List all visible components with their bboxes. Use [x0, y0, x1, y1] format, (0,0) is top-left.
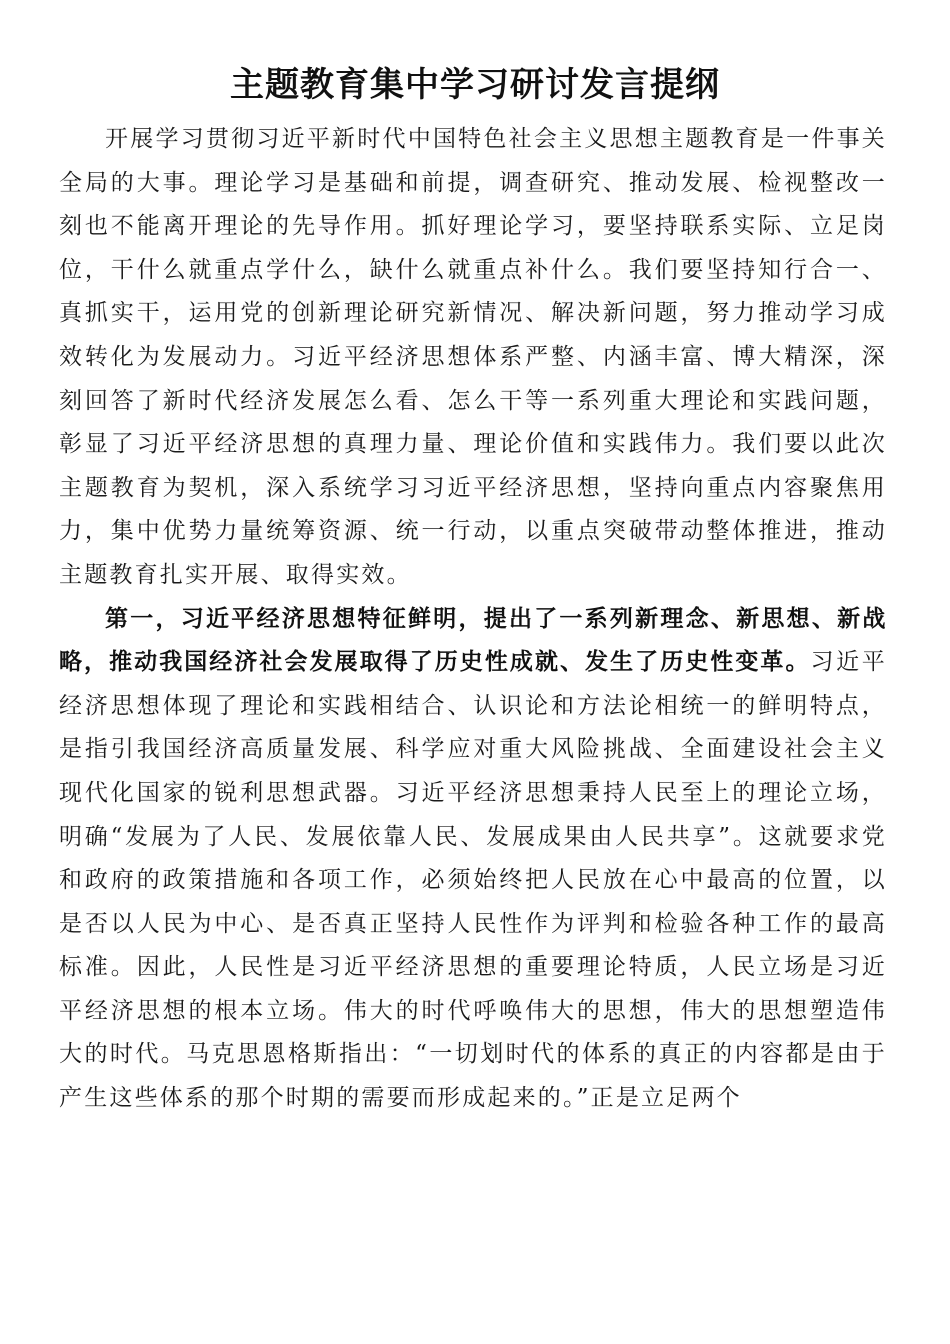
paragraph-first-point-text: 习近平经济思想体现了理论和实践相结合、认识论和方法论相统一的鲜明特点，是指引我国经济高质量发展、科学应对重大风险挑战、全面建设社会主义现代化国家的锐利思想武器。习近平经济思想秉持人民至上的理论立场，明确“发展为了人民、发展依靠人民、发展成果由人民共享”。这就要求党和政府的政策措施和各项工作，必须始终把人民放在心中最高的位置，以是否以人民为中心、是否真正坚持人民性作为评判和检验各种工作的最高标准。因此，人民性是习近平经济思想的重要理论特质，人民立场是习近平经济思想的根本立场。伟大的时代呼唤伟大的思想，伟大的思想塑造伟大的时代。马克思恩格斯指出：“一切划时代的体系的真正的内容都是由于产生这些体系的那个时期的需要而形成起来的。”正是立足两个: [59, 649, 887, 1112]
paragraph-intro-text: 开展学习贯彻习近平新时代中国特色社会主义思想主题教育是一件事关全局的大事。理论学习是基础和前提，调查研究、推动发展、检视整改一刻也不能离开理论的先导作用。抓好理论学习，要坚持联系实际、立足岗位，干什么就重点学什么，缺什么就重点补什么。我们要坚持知行合一、真抓实干，运用党的创新理论研究新情况、解决新问题，努力推动学习成效转化为发展动力。习近平经济思想体系严整、内涵丰富、博大精深，深刻回答了新时代经济发展怎么看、怎么干等一系列重大理论和实践问题，彰显了习近平经济思想的真理力量、理论价值和实践伟力。我们要以此次主题教育为契机，深入系统学习习近平经济思想，坚持向重点内容聚焦用力，集中优势力量统筹资源、统一行动，以重点突破带动整体推进，推动主题教育扎实开展、取得实效。: [59, 126, 887, 588]
paragraph-first-point-lead: 第一，习近平经济思想特征鲜明，提出了一系列新理念、新思想、新战略，推动我国经济社会发展取得了历史性成就、发生了历史性变革。: [59, 605, 887, 676]
paragraph-first-point: [59, 598, 887, 1121]
document-body: [59, 118, 887, 1121]
paragraph-intro: [59, 118, 887, 598]
document-title: 主题教育集中学习研讨发言提纲: [230, 65, 720, 105]
